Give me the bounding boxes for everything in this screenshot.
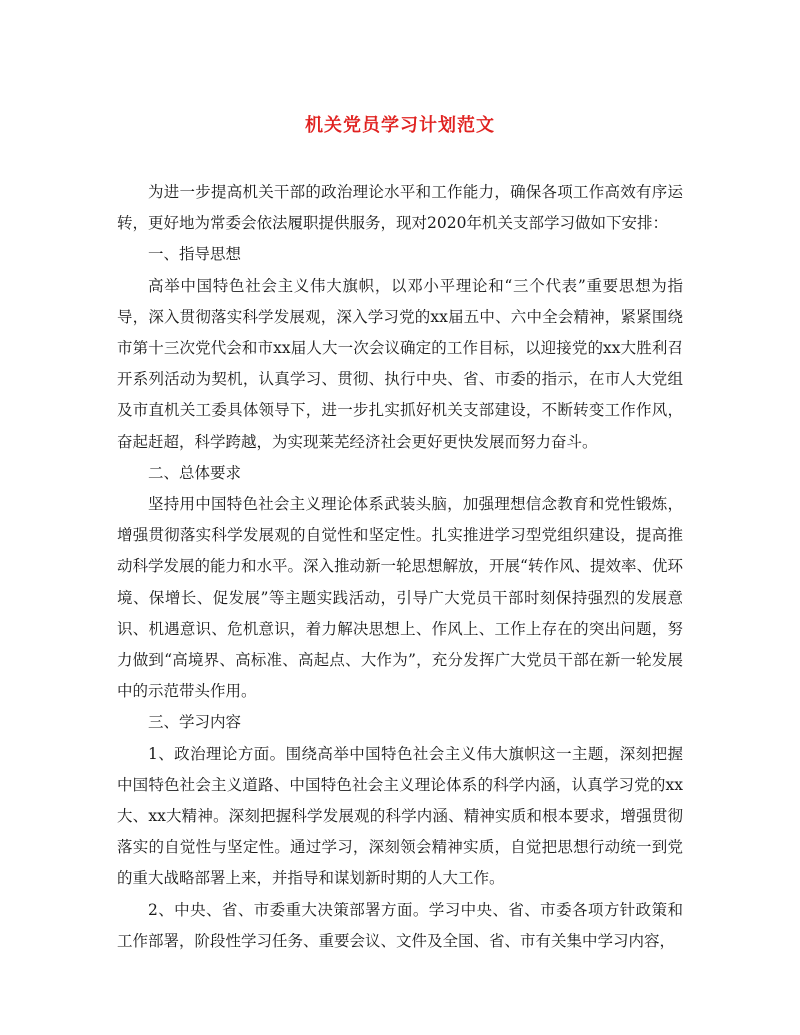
section-heading-study-content: 三、学习内容 [148, 713, 242, 732]
document-body [117, 177, 683, 957]
intro-paragraph: 为进一步提高机关干部的政治理论水平和工作能力，确保各项工作高效有序运转，更好地为常委会依法履职提供服务，现对2020年机关支部学习做如下安排： [117, 183, 683, 233]
guiding-thought-paragraph: 高举中国特色社会主义伟大旗帜，以邓小平理论和“三个代表”重要思想为指导，深入贯彻落实科学发展观，深入学习党的xx届五中、六中全会精神，紧紧围绕市第十三次党代会和市xx届人大一次会议确定的工作目标，以迎接党的xx大胜利召开系列活动为契机，认真学习、贯彻、执行中央、省、市委的指示，在市人大党组及市直机关工委具体领导下，进一步扎实抓好机关支部建设，不断转变工作作风，奋起赶超，科学跨越，为实现莱芜经济社会更好更快发展而努力奋斗。 [117, 276, 683, 451]
overall-requirements-paragraph: 坚持用中国特色社会主义理论体系武装头脑，加强理想信念教育和党性锻炼，增强贯彻落实科学发展观的自觉性和坚定性。扎实推进学习型党组织建设，提高推动科学发展的能力和水平。深入推动新一轮思想解放，开展“转作风、提效率、优环境、保增长、促发展”等主题实践活动，引导广大党员干部时刻保持强烈的发展意识、机遇意识、危机意识，着力解决思想上、作风上、工作上存在的突出问题，努力做到“高境界、高标准、高起点、大作为”，充分发挥广大党员干部在新一轮发展中的示范带头作用。 [117, 495, 683, 701]
document-title: 机关党员学习计划范文 [305, 115, 495, 136]
section-heading-guiding-thought: 一、指导思想 [148, 245, 242, 264]
study-content-item-1: 1、政治理论方面。围绕高举中国特色社会主义伟大旗帜这一主题，深刻把握中国特色社会主义道路、中国特色社会主义理论体系的科学内涵，认真学习党的xx大、xx大精神。深刻把握科学发展观的科学内涵、精神实质和根本要求，增强贯彻落实的自觉性与坚定性。通过学习，深刻领会精神实质，自觉把思想行动统一到党的重大战略部署上来，并指导和谋划新时期的人大工作。 [117, 744, 683, 888]
section-heading-overall-requirements: 二、总体要求 [148, 463, 242, 482]
study-content-item-2: 2、中央、省、市委重大决策部署方面。学习中央、省、市委各项方针政策和工作部署，阶段性学习任务、重要会议、文件及全国、省、市有关集中学习内容， [117, 900, 683, 950]
